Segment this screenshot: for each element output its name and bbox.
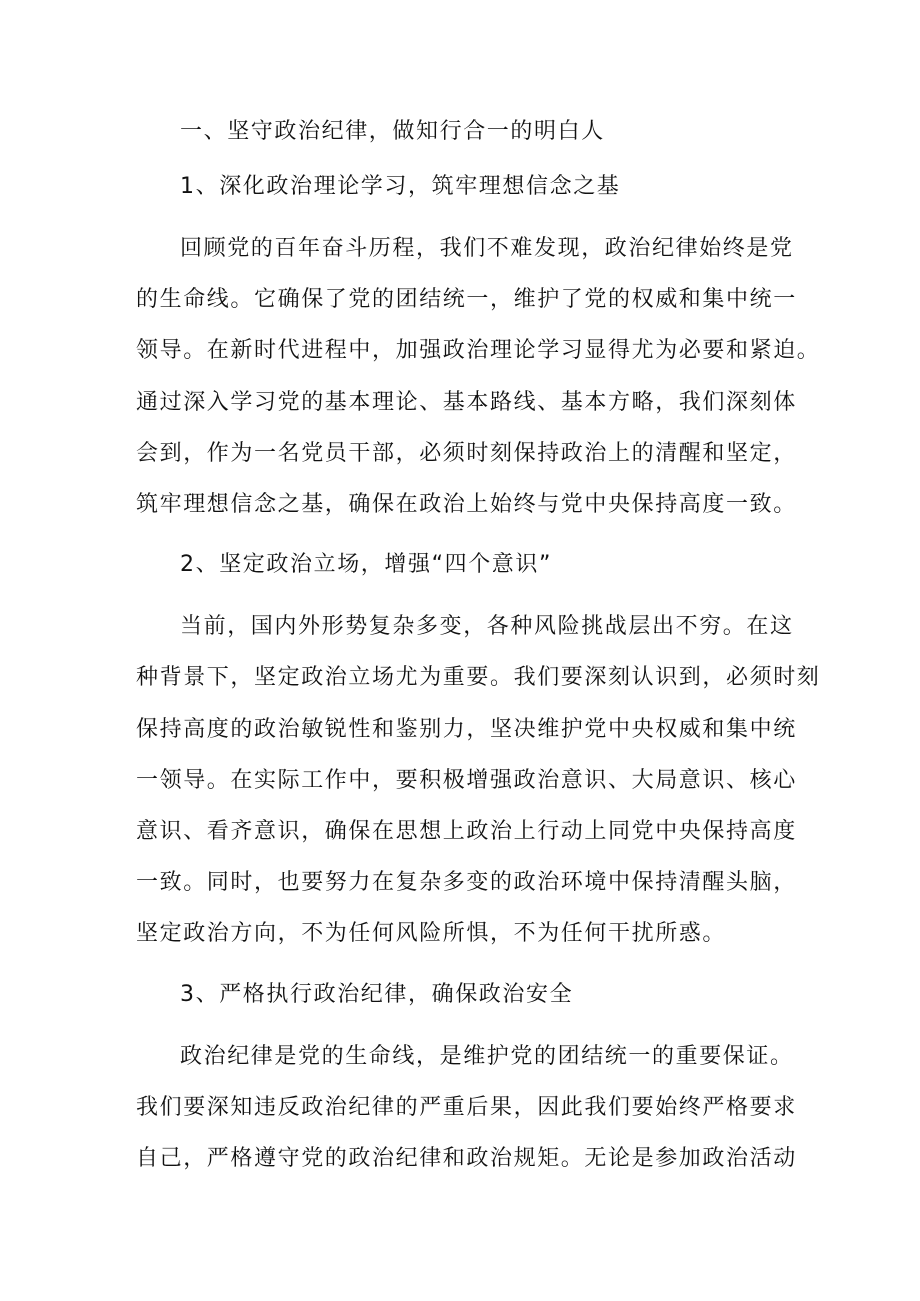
- paragraph-line: 筑牢理想信念之基，确保在政治上始终与党中央保持高度一致。: [136, 492, 797, 518]
- paragraph-line: 一致。同时，也要努力在复杂多变的政治环境中保持清醒头脑，: [136, 870, 797, 896]
- paragraph-line: 当前，国内外形势复杂多变，各种风险挑战层出不穷。在这: [180, 614, 794, 640]
- section-heading: 一、坚守政治纪律，做知行合一的明白人: [180, 119, 605, 144]
- paragraph-line: 会到，作为一名党员干部，必须时刻保持政治上的清醒和坚定，: [136, 440, 797, 466]
- paragraph-line: 一领导。在实际工作中，要积极增强政治意识、大局意识、核心: [136, 767, 797, 793]
- document-body: [136, 107, 821, 1194]
- subsection-3-heading: 3、严格执行政治纪律，确保政治安全: [180, 981, 574, 1007]
- subsection-1-heading: 1、深化政治理论学习，筑牢理想信念之基: [180, 174, 621, 199]
- paragraph-line: 的生命线。它确保了党的团结统一，维护了党的权威和集中统一: [136, 287, 797, 313]
- subsection-2-heading: 2、坚定政治立场，增强“四个意识”: [180, 552, 552, 578]
- paragraph-line: 种背景下，坚定政治立场尤为重要。我们要深刻认识到，必须时刻: [136, 665, 821, 691]
- subsection-1-paragraph: [136, 223, 821, 530]
- subsection-3-paragraph: [136, 1031, 797, 1185]
- paragraph-line: 自己，严格遵守党的政治纪律和政治规矩。无论是参加政治活动: [136, 1146, 797, 1172]
- subsection-2-paragraph: [136, 601, 821, 959]
- paragraph-line: 回顾党的百年奋斗历程，我们不难发现，政治纪律始终是党: [180, 236, 794, 261]
- paragraph-line: 意识、看齐意识，确保在思想上政治上行动上同党中央保持高度: [136, 819, 797, 845]
- paragraph-line: 政治纪律是党的生命线，是维护党的团结统一的重要保证。: [180, 1043, 794, 1069]
- paragraph-line: 我们要深知违反政治纪律的严重后果，因此我们要始终严格要求: [136, 1094, 797, 1120]
- paragraph-line: 保持高度的政治敏锐性和鉴别力，坚决维护党中央权威和集中统: [136, 716, 797, 742]
- paragraph-line: 通过深入学习党的基本理论、基本路线、基本方略，我们深刻体: [136, 389, 797, 415]
- paragraph-line: 坚定政治方向，不为任何风险所惧，不为任何干扰所惑。: [136, 921, 727, 947]
- paragraph-line: 领导。在新时代进程中，加强政治理论学习显得尤为必要和紧迫。: [136, 338, 821, 364]
